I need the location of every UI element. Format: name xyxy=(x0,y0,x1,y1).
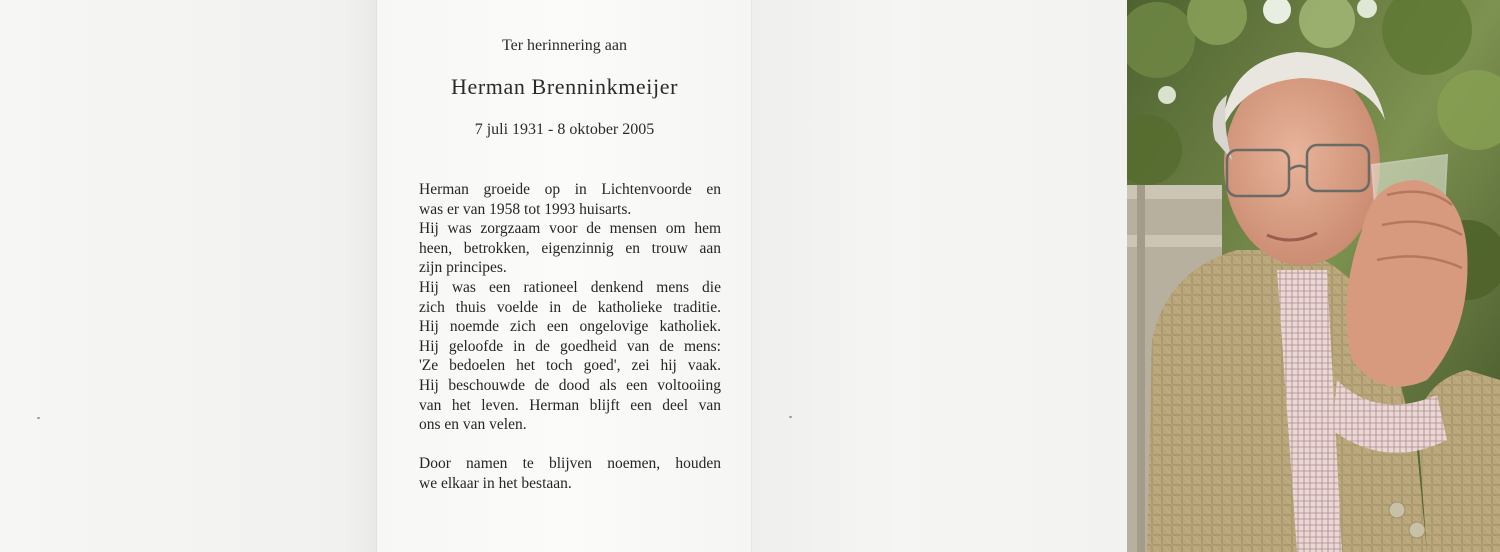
text-line: we elkaar in het bestaan. xyxy=(419,474,572,492)
paragraph-gap xyxy=(419,435,721,455)
blank-inner-panel xyxy=(751,0,1128,552)
text-line: ons en van velen. xyxy=(419,416,527,434)
memorial-text xyxy=(419,180,721,494)
portrait-photo xyxy=(1127,0,1500,552)
paper-speck xyxy=(789,416,792,418)
text-line: was er van 1958 tot 1993 huisarts. xyxy=(419,200,632,218)
text-line: Hij was een rationeel denkend mens die xyxy=(419,278,721,296)
blank-left-panel xyxy=(0,0,376,552)
text-line: Door namen te blijven noemen, houden xyxy=(419,455,721,473)
life-dates: 7 juli 1931 - 8 oktober 2005 xyxy=(474,121,655,138)
text-line: Herman groeide op in Lichtenvoorde en xyxy=(419,181,721,198)
portrait-photo-image xyxy=(1127,0,1500,552)
text-panel xyxy=(376,0,752,552)
text-line: van het leven. Herman blijft een deel van xyxy=(419,396,721,414)
text-line: Hij was zorgzaam voor de mensen om hem xyxy=(419,220,721,238)
text-line: zich thuis voelde in de katholieke traditie. xyxy=(419,298,721,316)
text-line: Hij beschouwde de dood als een voltooiing xyxy=(419,376,721,394)
text-line: 'Ze bedoelen het toch goed', zei hij vaak. xyxy=(419,357,721,375)
intro-text: Ter herinnering aan xyxy=(501,37,628,54)
text-line: heen, betrokken, eigenzinnig en trouw aan xyxy=(419,239,721,257)
text-line: zijn principes. xyxy=(419,259,507,277)
text-line: Hij noemde zich een ongelovige katholiek. xyxy=(419,318,721,336)
paper-speck xyxy=(37,417,40,419)
text-line: Hij geloofde in de goedheid van de mens: xyxy=(419,337,721,355)
deceased-name: Herman Brenninkmeijer xyxy=(450,74,679,99)
